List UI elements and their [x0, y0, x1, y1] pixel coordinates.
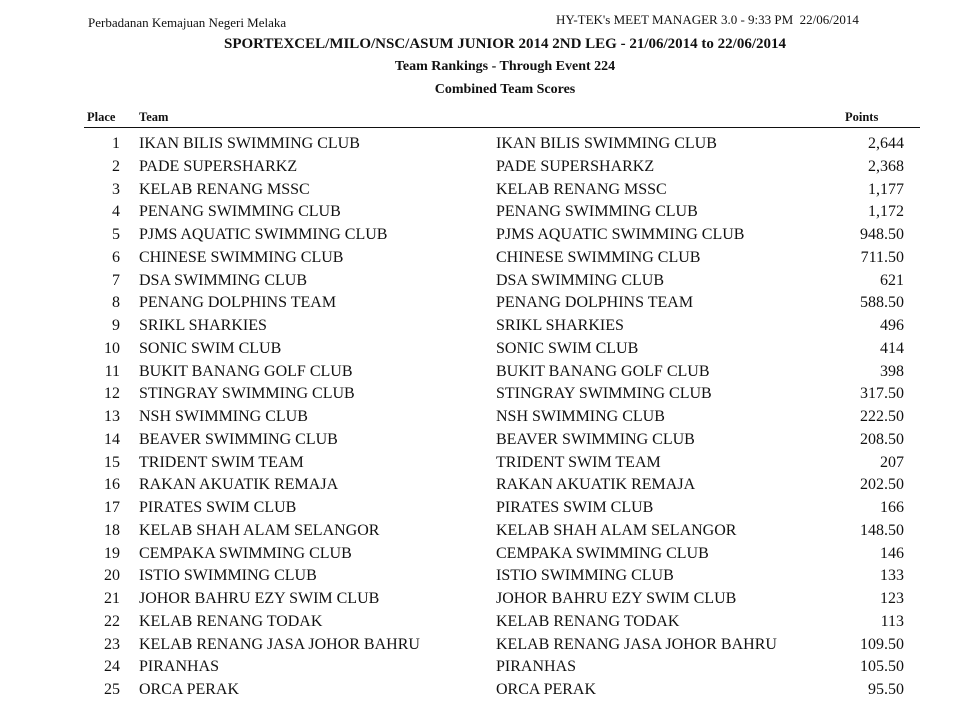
organization-name: Perbadanan Kemajuan Negeri Melaka — [88, 15, 287, 30]
team-full-cell: PADE SUPERSHARKZ — [496, 157, 655, 175]
team-full-cell: SONIC SWIM CLUB — [496, 339, 639, 357]
team-full-cell: PIRATES SWIM CLUB — [496, 499, 654, 516]
team-full-cell: ISTIO SWIMMING CLUB — [496, 567, 674, 585]
table-row — [0, 363, 960, 386]
place-cell: 22 — [104, 612, 120, 630]
points-cell: 222.50 — [860, 408, 904, 425]
table-row — [0, 567, 960, 590]
team-full-cell: TRIDENT SWIM TEAM — [496, 453, 661, 471]
points-cell: 398 — [880, 362, 904, 380]
team-full-cell: CEMPAKA SWIMMING CLUB — [496, 544, 709, 562]
team-full-cell: DSA SWIMMING CLUB — [496, 271, 665, 289]
team-cell: PIRATES SWIM CLUB — [139, 499, 297, 516]
place-cell: 19 — [104, 544, 120, 562]
team-cell: BUKIT BANANG GOLF CLUB — [139, 362, 353, 380]
points-cell: 207 — [880, 453, 904, 471]
table-row — [0, 613, 960, 636]
column-header-team: Team — [139, 110, 169, 124]
table-row — [0, 226, 960, 249]
points-cell: 414 — [880, 339, 904, 357]
section-title: Combined Team Scores — [434, 82, 576, 97]
team-full-cell: RAKAN AKUATIK REMAJA — [496, 476, 696, 494]
table-row — [0, 181, 960, 204]
place-cell: 10 — [104, 339, 120, 357]
table-row — [0, 317, 960, 340]
points-cell: 621 — [880, 271, 904, 289]
team-cell: CHINESE SWIMMING CLUB — [139, 248, 344, 266]
points-cell: 202.50 — [860, 476, 904, 494]
points-cell: 711.50 — [860, 248, 904, 266]
table-row — [0, 545, 960, 568]
team-cell: ISTIO SWIMMING CLUB — [139, 567, 317, 585]
team-cell: BEAVER SWIMMING CLUB — [139, 430, 338, 448]
team-full-cell: CHINESE SWIMMING CLUB — [496, 248, 701, 266]
table-row — [0, 431, 960, 454]
team-cell: KELAB SHAH ALAM SELANGOR — [139, 521, 380, 539]
team-cell: PADE SUPERSHARKZ — [139, 157, 298, 175]
team-full-cell: JOHOR BAHRU EZY SWIM CLUB — [496, 590, 737, 607]
team-full-cell: KELAB RENANG JASA JOHOR BAHRU — [496, 635, 777, 653]
points-cell: 113 — [880, 612, 904, 630]
place-cell: 23 — [104, 635, 120, 653]
table-row — [0, 636, 960, 659]
place-cell: 6 — [112, 248, 120, 266]
team-cell: IKAN BILIS SWIMMING CLUB — [139, 135, 360, 152]
team-full-cell: PJMS AQUATIC SWIMMING CLUB — [496, 226, 745, 243]
place-cell: 14 — [104, 430, 120, 448]
team-cell: SONIC SWIM CLUB — [139, 339, 282, 357]
place-cell: 2 — [112, 157, 120, 175]
table-row — [0, 249, 960, 272]
team-cell: KELAB RENANG JASA JOHOR BAHRU — [139, 635, 420, 653]
team-cell: SRIKL SHARKIES — [139, 317, 267, 334]
team-cell: PJMS AQUATIC SWIMMING CLUB — [139, 226, 388, 243]
team-full-cell: ORCA PERAK — [496, 681, 597, 698]
table-row — [0, 658, 960, 681]
place-cell: 15 — [104, 453, 120, 471]
place-cell: 8 — [112, 294, 120, 312]
place-cell: 4 — [112, 203, 120, 221]
points-cell: 2,644 — [868, 135, 904, 152]
report-subtitle: Team Rankings - Through Event 224 — [394, 59, 616, 74]
points-cell: 2,368 — [868, 157, 904, 175]
points-cell: 166 — [880, 499, 904, 516]
software-timestamp: HY-TEK's MEET MANAGER 3.0 - 9:33 PM 22/06/2014 — [556, 12, 859, 27]
team-full-cell: KELAB RENANG TODAK — [496, 612, 680, 630]
place-cell: 24 — [104, 658, 120, 676]
table-row — [0, 454, 960, 477]
team-full-cell: BEAVER SWIMMING CLUB — [496, 430, 695, 448]
table-row — [0, 294, 960, 317]
table-row — [0, 681, 960, 704]
points-cell: 948.50 — [860, 226, 904, 243]
team-full-cell: NSH SWIMMING CLUB — [496, 408, 665, 425]
place-cell: 3 — [112, 180, 120, 198]
table-row — [0, 203, 960, 226]
team-cell: PIRANHAS — [139, 658, 220, 676]
table-row — [0, 385, 960, 408]
meet-title: SPORTEXCEL/MILO/NSC/ASUM JUNIOR 2014 2ND LEG - 21/06/2014 to 22/06/2014 — [223, 36, 786, 52]
place-cell: 12 — [104, 385, 120, 403]
table-row — [0, 476, 960, 499]
team-cell: KELAB RENANG TODAK — [139, 612, 323, 630]
team-cell: NSH SWIMMING CLUB — [139, 408, 308, 425]
points-cell: 588.50 — [860, 294, 904, 312]
team-cell: KELAB RENANG MSSC — [139, 180, 310, 198]
table-row — [0, 522, 960, 545]
table-row — [0, 408, 960, 431]
points-cell: 109.50 — [860, 635, 904, 653]
team-cell: DSA SWIMMING CLUB — [139, 271, 308, 289]
team-cell: RAKAN AKUATIK REMAJA — [139, 476, 339, 494]
team-full-cell: STINGRAY SWIMMING CLUB — [496, 385, 712, 403]
team-cell: STINGRAY SWIMMING CLUB — [139, 385, 355, 403]
header-divider — [84, 127, 920, 128]
column-header-place: Place — [87, 110, 116, 124]
team-full-cell: KELAB RENANG MSSC — [496, 180, 667, 198]
place-cell: 21 — [104, 590, 120, 607]
points-cell: 123 — [880, 590, 904, 607]
table-row — [0, 340, 960, 363]
table-row — [0, 158, 960, 181]
points-cell: 1,177 — [868, 180, 904, 198]
rankings-table — [0, 135, 960, 704]
place-cell: 20 — [104, 567, 120, 585]
team-cell: ORCA PERAK — [139, 681, 240, 698]
points-cell: 148.50 — [860, 521, 904, 539]
team-cell: CEMPAKA SWIMMING CLUB — [139, 544, 352, 562]
team-full-cell: IKAN BILIS SWIMMING CLUB — [496, 135, 717, 152]
team-full-cell: SRIKL SHARKIES — [496, 317, 624, 334]
place-cell: 16 — [104, 476, 120, 494]
team-full-cell: PENANG SWIMMING CLUB — [496, 203, 698, 221]
place-cell: 17 — [104, 499, 120, 516]
team-full-cell: PENANG DOLPHINS TEAM — [496, 294, 694, 312]
place-cell: 5 — [112, 226, 120, 243]
points-cell: 95.50 — [868, 681, 904, 698]
table-row — [0, 272, 960, 295]
points-cell: 208.50 — [860, 430, 904, 448]
team-cell: PENANG DOLPHINS TEAM — [139, 294, 337, 312]
place-cell: 9 — [112, 317, 120, 334]
table-row — [0, 135, 960, 158]
points-cell: 1,172 — [868, 203, 904, 221]
place-cell: 25 — [104, 681, 120, 698]
place-cell: 1 — [112, 135, 120, 152]
points-cell: 105.50 — [860, 658, 904, 676]
team-full-cell: KELAB SHAH ALAM SELANGOR — [496, 521, 737, 539]
points-cell: 146 — [880, 544, 904, 562]
team-cell: JOHOR BAHRU EZY SWIM CLUB — [139, 590, 380, 607]
points-cell: 133 — [880, 567, 904, 585]
points-cell: 496 — [880, 317, 904, 334]
table-row — [0, 590, 960, 613]
place-cell: 18 — [104, 521, 120, 539]
place-cell: 13 — [104, 408, 120, 425]
team-full-cell: BUKIT BANANG GOLF CLUB — [496, 362, 710, 380]
team-full-cell: PIRANHAS — [496, 658, 577, 676]
table-row — [0, 499, 960, 522]
place-cell: 7 — [112, 271, 120, 289]
place-cell: 11 — [104, 362, 120, 380]
team-cell: TRIDENT SWIM TEAM — [139, 453, 304, 471]
points-cell: 317.50 — [860, 385, 904, 403]
column-header-points: Points — [845, 110, 879, 124]
team-cell: PENANG SWIMMING CLUB — [139, 203, 341, 221]
